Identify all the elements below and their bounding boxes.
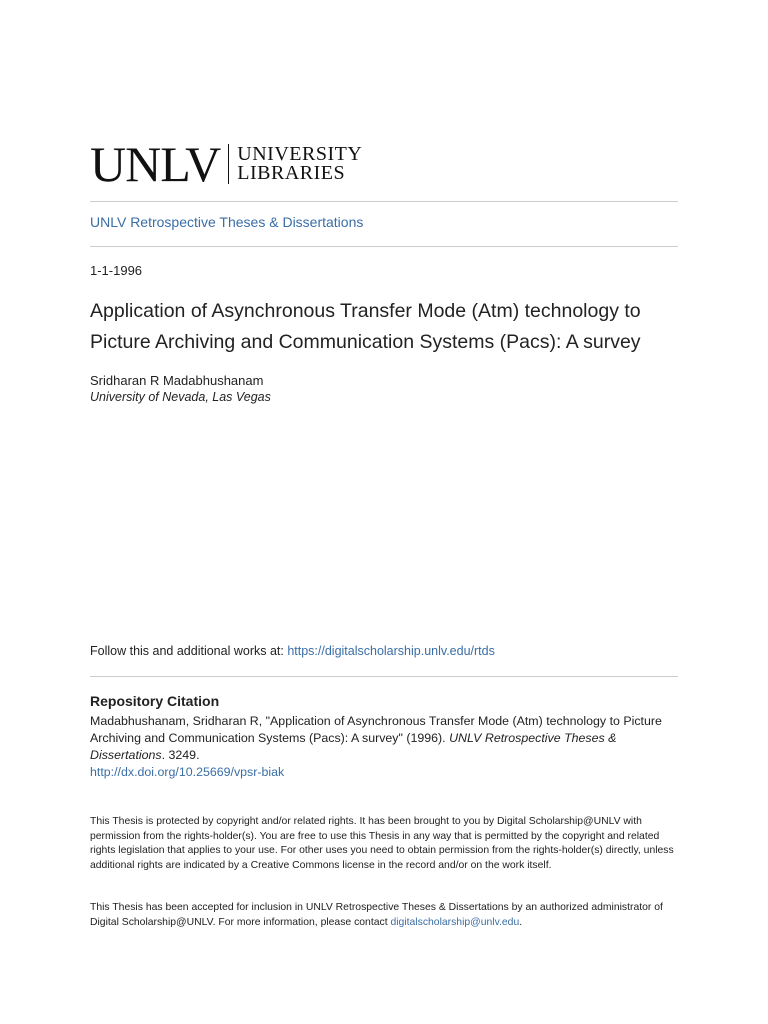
unlv-libraries-logo	[90, 136, 363, 192]
logo-divider	[228, 144, 229, 184]
logo-line-1: UNIVERSITY	[237, 143, 363, 165]
acceptance-text: This Thesis has been accepted for inclusion in UNLV Retrospective Theses & Dissertations by an authorized administrator of Digital Scholarship@UNLV. For more information, please contact	[90, 902, 663, 928]
author-affiliation: University of Nevada, Las Vegas	[90, 390, 271, 404]
follow-label: Follow this and additional works at:	[90, 644, 288, 658]
author-name: Sridharan R Madabhushanam	[90, 373, 264, 388]
top-divider	[90, 201, 678, 202]
acceptance-end: .	[519, 916, 523, 928]
series-link[interactable]: UNLV Retrospective Theses & Dissertations	[90, 214, 364, 230]
follow-link[interactable]: https://digitalscholarship.unlv.edu/rtds	[287, 644, 495, 658]
citation-body	[90, 713, 678, 781]
acceptance-statement	[90, 901, 680, 930]
document-title: Application of Asynchronous Transfer Mode (Atm) technology to Picture Archiving and Communication Systems (Pacs): A survey	[90, 300, 641, 353]
citation-series: UNLV Retrospective Theses & Dissertations	[90, 731, 617, 762]
follow-line	[90, 644, 495, 658]
citation-divider	[90, 676, 678, 677]
citation-heading: Repository Citation	[90, 693, 220, 709]
rights-statement: This Thesis is protected by copyright and/or related rights. It has been brought to you by Digital Scholarship@UNLV with permission from the rights-holder(s). You are free to use this Thesis in any way that is permitted by the copyright and related rights legislation that applies to your use. For other uses you need to obtain permission from the rights-holder(s) directly, unless additional rights are indicated by a Creative Commons license in the record and/or on the work itself.	[90, 816, 674, 871]
logo-line-2: LIBRARIES	[237, 162, 346, 184]
doi-link[interactable]: http://dx.doi.org/10.25669/vpsr-biak	[90, 765, 285, 779]
publication-date: 1-1-1996	[90, 263, 143, 278]
contact-email-link[interactable]: digitalscholarship@unlv.edu	[390, 916, 520, 928]
citation-text: Madabhushanam, Sridharan R, "Application of Asynchronous Transfer Mode (Atm) technology to Picture Archiving and Communication Systems (Pacs): A survey" (1996).	[90, 714, 662, 745]
citation-number: . 3249.	[161, 748, 200, 762]
logo-mark: UNLV	[90, 136, 221, 192]
series-divider	[90, 246, 678, 247]
logo-text	[237, 145, 362, 183]
